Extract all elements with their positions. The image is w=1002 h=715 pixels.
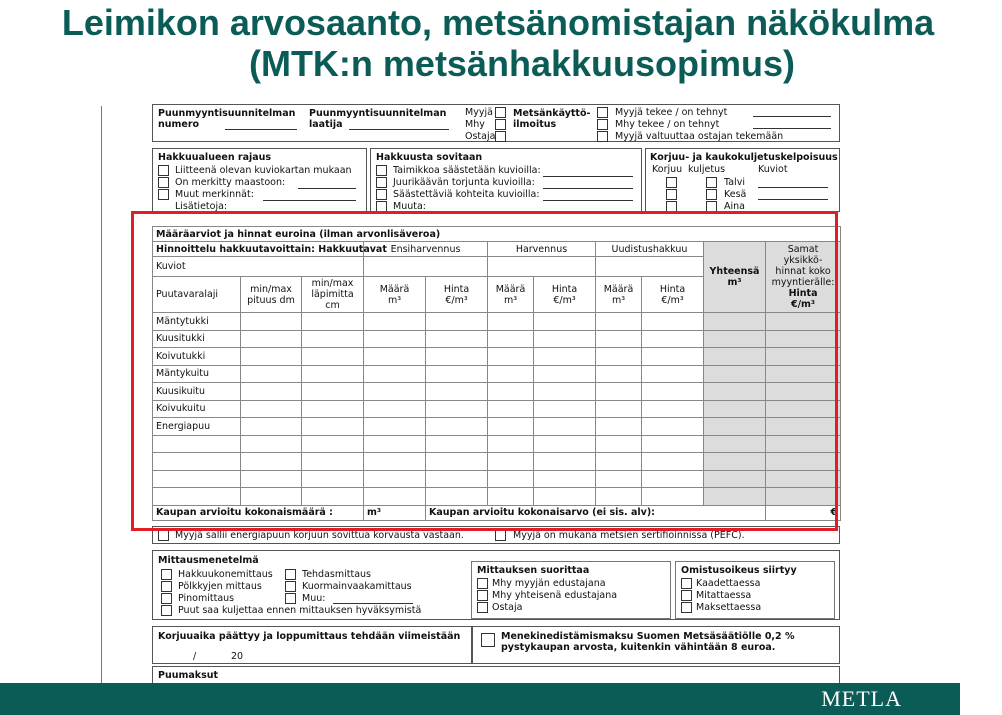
cut-type-0: Ensiharvennus	[364, 242, 488, 257]
hinta-unit-0: €/m³	[445, 294, 468, 306]
hinta-label-0: Hinta	[443, 283, 470, 295]
highlight-frame	[131, 211, 838, 531]
measure-who-cb-0[interactable]	[477, 578, 488, 589]
season-item-1: Kesä	[724, 189, 747, 200]
cut-type-1: Harvennus	[488, 242, 596, 257]
season-korjuu-cb-0[interactable]	[666, 177, 677, 188]
agreed-item-3: Muuta:	[393, 201, 426, 212]
measure-who-2: Ostaja	[492, 602, 523, 613]
total-quantity-unit: m³	[364, 505, 426, 520]
measure-right-1: Kuormainvaakamittaus	[302, 581, 412, 592]
measure-left-cb-1[interactable]	[161, 581, 172, 592]
measure-left-cb-3[interactable]	[161, 605, 172, 616]
same-price-hinta: Hinta	[788, 288, 818, 299]
measure-left-0: Hakkuukonemittaus	[178, 569, 273, 580]
area-checkbox-2[interactable]	[158, 189, 169, 200]
measure-left-1: Pölkkyjen mittaus	[178, 581, 262, 592]
notice-line-0[interactable]	[753, 116, 831, 117]
season-kuljetus-cb-1[interactable]	[706, 189, 717, 200]
who-option-2: Ostaja	[465, 131, 496, 142]
maara-label-0: Määrä	[379, 283, 410, 295]
notice-checkbox-2[interactable]	[597, 131, 608, 142]
hinta-label-1: Hinta	[551, 283, 578, 295]
deadline-slash[interactable]: /	[193, 651, 197, 662]
area-item-1: On merkitty maastoon:	[175, 177, 286, 188]
total-header-unit: m³	[727, 277, 742, 288]
owner-0: Kaadettaessa	[696, 578, 761, 589]
slide-title-line2: (MTK:n metsänhakkuusopimus)	[248, 43, 796, 84]
measure-right-cb-1[interactable]	[285, 581, 296, 592]
measure-who-cb-1[interactable]	[477, 590, 488, 601]
measure-other-line[interactable]	[333, 603, 413, 604]
area-checkbox-0[interactable]	[158, 165, 169, 176]
agreed-checkbox-0[interactable]	[376, 165, 387, 176]
season-line-0[interactable]	[758, 187, 828, 188]
slide-title-line1: Leimikon arvosaanto, metsänomistajan näkökulma	[61, 2, 935, 43]
assortment-label: Mäntykuitu	[153, 365, 241, 383]
owner-2: Maksettaessa	[696, 602, 762, 613]
owner-title: Omistusoikeus siirtyy	[681, 565, 797, 576]
season-section	[645, 148, 840, 212]
fee-box	[472, 626, 840, 664]
who-checkbox-2[interactable]	[495, 131, 506, 142]
owner-box	[675, 561, 835, 619]
measure-section	[152, 550, 840, 620]
hinta-unit-2: €/m³	[661, 294, 684, 306]
measure-who-box	[471, 561, 671, 619]
deadline-box	[152, 626, 472, 664]
season-item-2: Aina	[724, 201, 745, 212]
season-col-kuviot: Kuviot	[758, 164, 788, 175]
plan-number-field[interactable]	[225, 129, 297, 130]
length-header: min/max pituus dm	[241, 277, 302, 313]
who-checkbox-1[interactable]	[495, 119, 506, 130]
who-checkbox-0[interactable]	[495, 107, 506, 118]
pefc-checkbox[interactable]	[495, 530, 506, 541]
energy-checkbox[interactable]	[158, 530, 169, 541]
agreed-line-2[interactable]	[543, 200, 633, 201]
forest-notice-label: Metsänkäyttö-ilmoitus	[513, 108, 591, 130]
maara-unit-1: m³	[503, 294, 518, 306]
notice-option-1: Mhy tekee / on tehnyt	[615, 119, 720, 130]
area-item-2: Muut merkinnät:	[175, 189, 254, 200]
season-col-kuljetus: kuljetus	[688, 164, 726, 175]
owner-cb-0[interactable]	[681, 578, 692, 589]
same-price-unit: €/m³	[790, 299, 816, 310]
measure-who-cb-2[interactable]	[477, 602, 488, 613]
assortment-label: Koivukuitu	[153, 400, 241, 418]
notice-option-2: Myyjä valtuuttaa ostajan tekemään	[615, 131, 784, 142]
total-header-label: Yhteensä	[709, 266, 760, 277]
measure-who-title: Mittauksen suorittaa	[477, 565, 590, 576]
total-quantity-label: Kaupan arvioitu kokonaismäärä :	[153, 505, 364, 520]
measure-right-0: Tehdasmittaus	[302, 569, 371, 580]
plan-number-label: Puunmyyntisuunnitelman numero	[158, 108, 296, 130]
season-kuljetus-cb-0[interactable]	[706, 177, 717, 188]
maara-label-2: Määrä	[603, 283, 634, 295]
footer-bar	[0, 683, 960, 715]
fee-checkbox[interactable]	[481, 633, 495, 647]
energy-option: Myyjä sallii energiapuun korjuun sovittua korvausta vastaan.	[175, 530, 464, 541]
hinta-label-2: Hinta	[659, 283, 686, 295]
notice-checkbox-0[interactable]	[597, 107, 608, 118]
pricing-label: Hinnoittelu hakkuutavoittain: Hakkuutavat	[153, 242, 364, 257]
area-section	[152, 148, 367, 212]
agreed-section	[370, 148, 642, 212]
owner-1: Mitattaessa	[696, 590, 752, 601]
measure-right-2: Muu:	[302, 593, 326, 604]
plan-author-label: Puunmyyntisuunnitelman laatija	[309, 108, 447, 130]
assortment-label: Kuusitukki	[153, 330, 241, 348]
table-title: Määräarviot ja hinnat euroina (ilman arvonlisäveroa)	[153, 227, 841, 242]
area-title: Hakkuualueen rajaus	[158, 152, 272, 163]
owner-cb-2[interactable]	[681, 602, 692, 613]
hinta-unit-1: €/m³	[553, 294, 576, 306]
same-price-label: Samat yksikkö-hinnat koko myyntierälle:	[771, 244, 835, 288]
kuviot-label: Kuviot	[153, 257, 364, 277]
plan-author-field[interactable]	[349, 129, 449, 130]
left-divider	[101, 106, 102, 684]
measure-left-2: Pinomittaus	[178, 593, 235, 604]
notice-checkbox-1[interactable]	[597, 119, 608, 130]
agreed-line-1[interactable]	[543, 188, 633, 189]
measure-title: Mittausmenetelmä	[158, 555, 259, 566]
measure-left-cb-2[interactable]	[161, 593, 172, 604]
assortment-label: Kuusikuitu	[153, 383, 241, 401]
pefc-option: Myyjä on mukana metsien sertifioinnissa (PEFC).	[513, 530, 745, 541]
measure-who-0: Mhy myyjän edustajana	[492, 578, 606, 589]
measure-right-cb-0[interactable]	[285, 569, 296, 580]
deadline-year[interactable]: 20	[231, 651, 244, 662]
form-header	[152, 104, 840, 142]
season-col-korjuu: Korjuu	[652, 164, 683, 175]
agreed-item-0: Taimikkoa säästetään kuvioilla:	[393, 165, 541, 176]
area-line-2[interactable]	[263, 200, 356, 201]
measure-left-cb-0[interactable]	[161, 569, 172, 580]
measure-who-1: Mhy yhteisenä edustajana	[492, 590, 618, 601]
notice-option-0: Myyjä tekee / on tehnyt	[615, 107, 728, 118]
total-value-label: Kaupan arvioitu kokonaisarvo (ei sis. alv):	[426, 505, 766, 520]
puutavaralaji-header: Puutavaralaji	[153, 277, 241, 313]
agreed-checkbox-1[interactable]	[376, 177, 387, 188]
area-checkbox-1[interactable]	[158, 177, 169, 188]
total-value-unit: €	[766, 505, 841, 520]
maara-unit-0: m³	[387, 294, 402, 306]
area-line-1[interactable]	[298, 188, 356, 189]
diameter-header: min/max läpimitta cm	[302, 277, 364, 313]
fee-text: Menekinedistämismaksu Suomen Metsäsäätiölle 0,2 % pystykaupan arvosta, kuitenkin vähintään 8 euroa.	[501, 631, 795, 653]
assortment-label: Energiapuu	[153, 418, 241, 436]
maara-unit-2: m³	[611, 294, 626, 306]
agreed-line-0[interactable]	[543, 176, 633, 177]
maara-label-1: Määrä	[495, 283, 526, 295]
area-item-3: Lisätietoja:	[175, 201, 228, 212]
agreed-title: Hakkuusta sovitaan	[376, 152, 483, 163]
season-line-1[interactable]	[758, 199, 828, 200]
who-option-0: Myyjä	[465, 107, 493, 118]
assortment-label: Koivutukki	[153, 348, 241, 366]
season-title: Korjuu- ja kaukokuljetuskelpoisuus	[650, 152, 838, 163]
notice-line-1[interactable]	[753, 128, 831, 129]
cut-type-2: Uudistushakkuu	[596, 242, 704, 257]
payment-title: Puumaksut	[158, 670, 219, 681]
measure-right-cb-2[interactable]	[285, 593, 296, 604]
agreed-item-2: Säästettäviä kohteita kuvioilla:	[393, 189, 540, 200]
owner-cb-1[interactable]	[681, 590, 692, 601]
deadline-title: Korjuuaika päättyy ja loppumittaus tehdään viimeistään	[158, 631, 461, 642]
area-item-0: Liitteenä olevan kuviokartan mukaan	[175, 165, 352, 176]
season-item-0: Talvi	[724, 177, 745, 188]
measure-left-3: Puut saa kuljettaa ennen mittauksen hyväksymistä	[178, 605, 422, 616]
metla-logo: METLA	[821, 686, 902, 711]
assortment-label: Mäntytukki	[153, 313, 241, 331]
agreed-item-1: Juurikäävän torjunta kuvioilla:	[393, 177, 535, 188]
agreed-checkbox-2[interactable]	[376, 189, 387, 200]
season-korjuu-cb-1[interactable]	[666, 189, 677, 200]
who-option-1: Mhy	[465, 119, 485, 130]
